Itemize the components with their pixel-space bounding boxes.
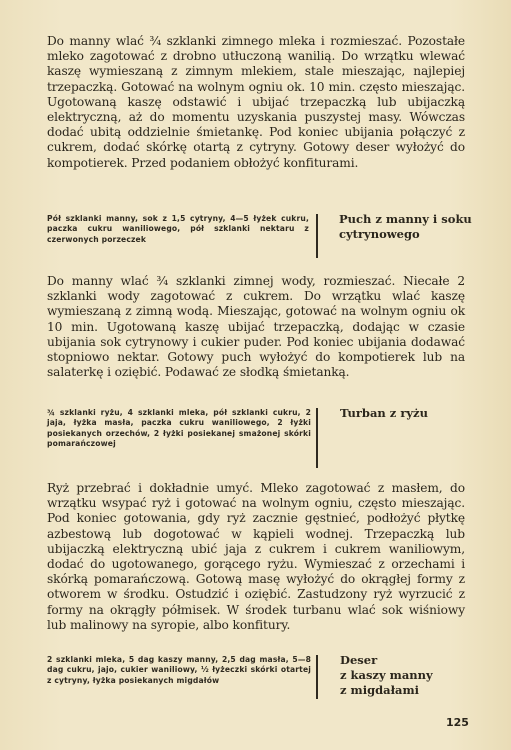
recipe-3-title <box>340 653 480 698</box>
recipe-1-ingredients: Pół szklanki manny, sok z 1,5 cytryny, 4—5 łyżek cukru, paczka cukru waniliowego, pół szklanki nektaru z czerwonych porzeczek <box>47 214 309 244</box>
recipe-1-divider <box>316 214 318 258</box>
recipe-2-divider <box>316 408 318 468</box>
recipe-3-title-line-2: z kaszy manny <box>340 668 433 682</box>
page-number: 125 <box>446 716 469 729</box>
recipe-3-title-line-1: Deser <box>340 653 378 667</box>
intro-paragraph: Do manny wlać ¾ szklanki zimnego mleka i rozmieszać. Pozostałe mleko zagotować z drobno utłuczoną wanilią. Do wrzątku wlewać kaszę wymieszaną z zimnym mlekiem, stale mieszając, najlepiej trzepaczką. Gotować na wolnym ogniu ok. 10 min. często mieszając. Ugotowaną kaszę odstawić i ubijać trzepaczką lub ubijaczką elektryczną, aż do momentu uzyskania puszystej masy. Wówczas dodać ubitą oddzielnie śmietankę. Pod koniec ubijania połączyć z cukrem, dodać skórkę otartą z cytryny. Gotowy deser wyłożyć do kompotierek. Przed podaniem obłożyć konfiturami. <box>47 34 465 170</box>
recipe-3-ingredients: 2 szklanki mleka, 5 dag kaszy manny, 2,5 dag masła, 5—8 dag cukru, jajo, cukier waniliowy, ½ łyżeczki skórki otartej z cytryny, łyżka posiekanych migdałów <box>47 655 311 685</box>
recipe-2-method: Ryż przebrać i dokładnie umyć. Mleko zagotować z masłem, do wrzątku wsypać ryż i gotować na wolnym ogniu, często mieszając. Pod koniec gotowania, gdy ryż zacznie gęstnieć, podłożyć płytkę azbestową lub dogotować w kąpieli wodnej. Trzepaczką lub ubijaczką elektryczną ubić jaja z cukrem i cukrem waniliowym, dodać do ugotowanego, gorącego ryżu. Wymieszać z orzechami i skórką pomarańczową. Gotową masę wyłożyć do okrągłej formy z otworem w środku. Ostudzić i oziębić. Zastudzony ryż wyrzucić z formy na okrągły półmisek. W środek turbanu wlać sok wiśniowy lub malinowy na syropie, albo konfitury. <box>47 481 465 632</box>
recipe-2-title: Turban z ryżu <box>340 406 428 420</box>
recipe-3-divider <box>316 655 318 699</box>
recipe-1-method: Do manny wlać ¾ szklanki zimnej wody, rozmieszać. Niecałe 2 szklanki wody zagotować z cukrem. Do wrzątku wlać kaszę wymieszaną z zimną wodą. Mieszając, gotować na wolnym ogniu ok 10 min. Ugotowaną kaszę ubijać trzepaczką, dodając w czasie ubijania sok cytrynowy i cukier puder. Pod koniec ubijania dodawać stopniowo nektar. Gotowy puch wyłożyć do kompotierek lub na salaterkę i oziębić. Podawać ze słodką śmietanką. <box>47 274 465 380</box>
recipe-1-title: Puch z manny i soku cytrynowego <box>339 212 472 241</box>
recipe-3-title-line-3: z migdałami <box>340 683 420 697</box>
recipe-2-ingredients: ¾ szklanki ryżu, 4 szklanki mleka, pół szklanki cukru, 2 jaja, łyżka masła, paczka cukru waniliowego, 2 łyżki posiekanych orzechów, 2 łyżki posiekanej smażonej skórki pomarańczowej <box>47 408 311 449</box>
